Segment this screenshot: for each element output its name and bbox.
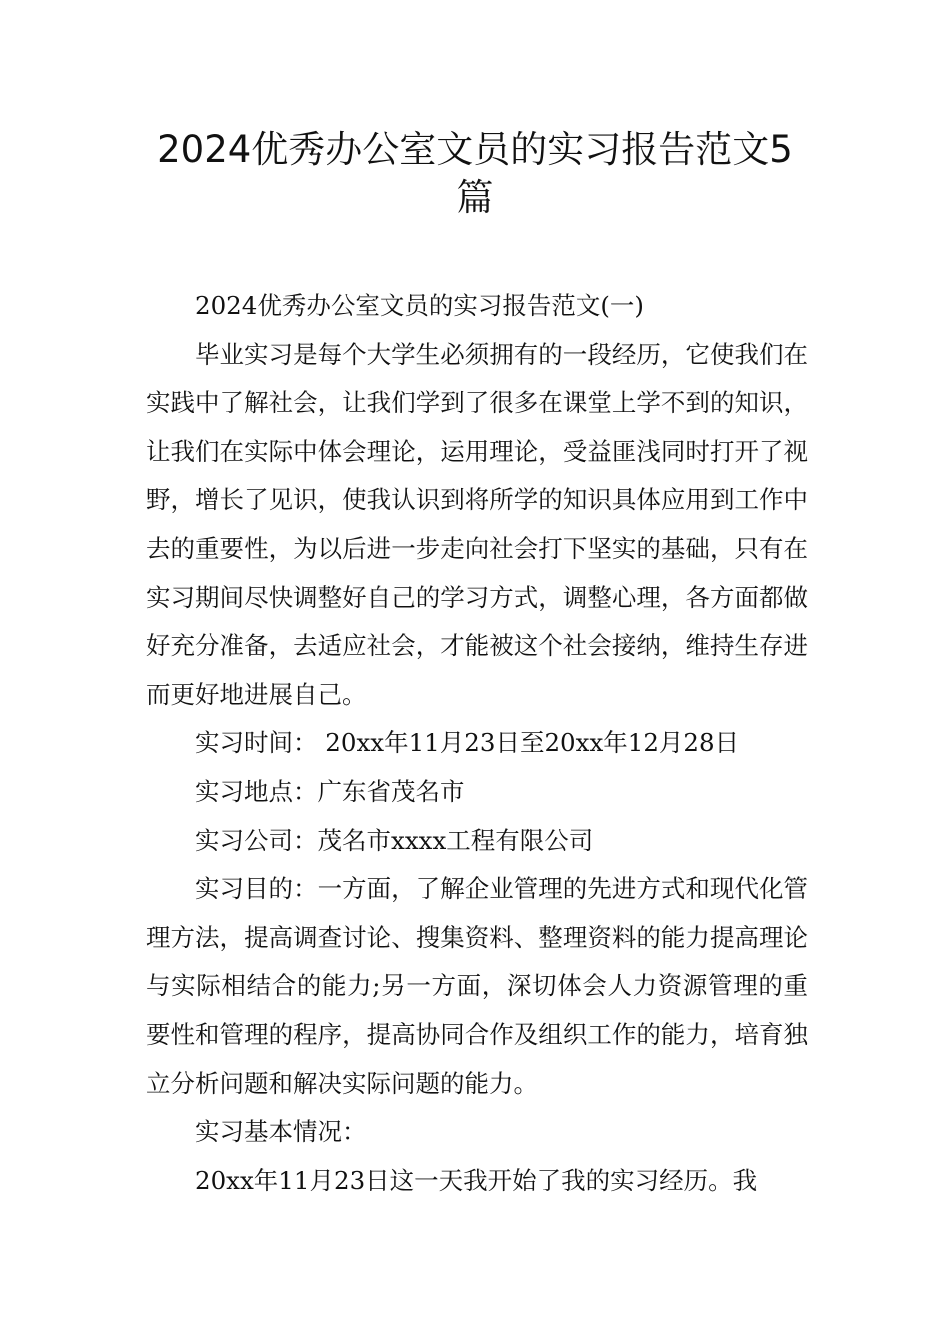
paragraph-internship-purpose: 实习目的：一方面，了解企业管理的先进方式和现代化管理方法，提高调查讨论、搜集资料、整理资料的能力提高理论与实际相结合的能力;另一方面，深切体会人力资源管理的重要性和管理的程序，提高协同合作及组织工作的能力，培育独立分析问题和解决实际问题的能力。 xyxy=(146,874,808,1098)
paragraph-internship-location: 实习地点：广东省茂名市 xyxy=(195,776,465,806)
paragraph-internship-time: 实习时间： 20xx年11月23日至20xx年12月28日 xyxy=(195,728,740,758)
paragraph-intro: 毕业实习是每个大学生必须拥有的一段经历，它使我们在实践中了解社会，让我们学到了很多在课堂上学不到的知识，让我们在实际中体会理论，运用理论，受益匪浅同时打开了视野，增长了见识，使我认识到将所学的知识具体应用到工作中去的重要性，为以后进一步走向社会打下坚实的基础，只有在实习期间尽快调整好自己的学习方式，调整心理，各方面都做好充分准备，去适应社会，才能被这个社会接纳，维持生存进而更好地进展自己。 xyxy=(146,339,808,709)
document-title: 2024优秀办公室文员的实习报告范文5篇 xyxy=(157,128,793,219)
paragraph-basic-situation: 20xx年11月23日这一天我开始了我的实习经历。我 xyxy=(195,1165,758,1195)
section-heading: 2024优秀办公室文员的实习报告范文(一) xyxy=(195,291,644,320)
paragraph-internship-company: 实习公司：茂名市xxxx工程有限公司 xyxy=(195,825,594,855)
paragraph-basic-situation-heading: 实习基本情况： xyxy=(195,1117,367,1147)
document-body xyxy=(146,282,808,1205)
